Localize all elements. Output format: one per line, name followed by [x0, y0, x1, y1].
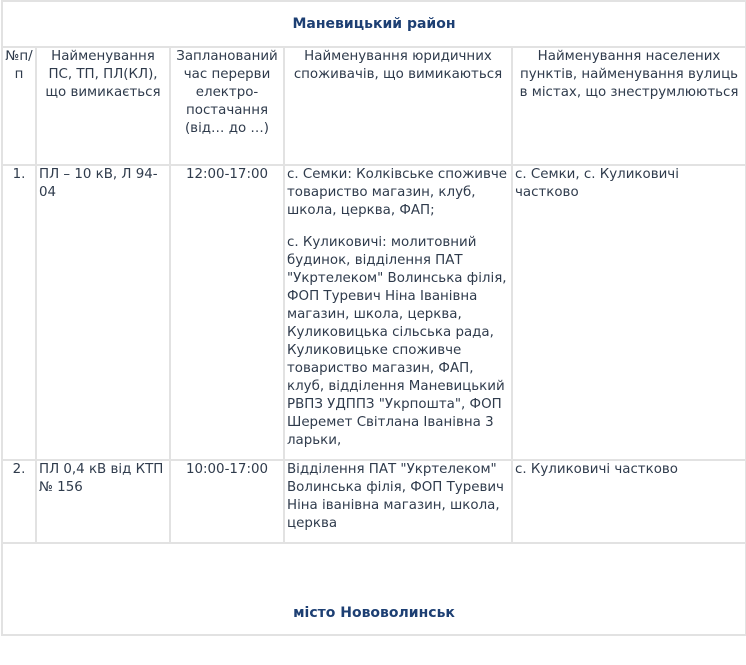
table-row — [2, 460, 746, 543]
consumers-paragraph: с. Семки: Колківське споживче товариство магазин, клуб, школа, церква, ФАП; — [287, 167, 508, 218]
header-num: №п/п — [2, 47, 36, 165]
district-title: Маневицький район — [2, 1, 746, 47]
row-number: 2. — [2, 460, 36, 543]
district-header-row — [2, 1, 746, 47]
table-row — [2, 165, 746, 460]
row-time: 12:00-17:00 — [170, 165, 284, 460]
row-settlements: с. Семки, с. Куликовичі частково — [512, 165, 746, 460]
header-consumers: Найменування юридичних споживачів, що вимикаються — [284, 47, 512, 165]
row-consumers — [284, 165, 512, 460]
consumers-paragraph: Відділення ПАТ "Укртелеком" Волинська філія, ФОП Туревич Ніна іванівна магазин, школа, церква — [287, 462, 504, 531]
power-outage-table — [1, 0, 746, 636]
header-settlements: Найменування населених пунктів, найменування вулиць в містах, що знеструмлюються — [512, 47, 746, 165]
header-line: Найменування ПС, ТП, ПЛ(КЛ), що вимикається — [36, 47, 170, 165]
city-header-row — [2, 543, 746, 635]
column-header-row — [2, 47, 746, 165]
row-consumers — [284, 460, 512, 543]
row-line: ПЛ 0,4 кВ від КТП № 156 — [36, 460, 170, 543]
consumers-paragraph: с. Куликовичі: молитовний будинок, відділення ПАТ "Укртелеком" Волинська філія, ФОП Туревич Ніна Іванівна магазин, школа, церква, Куликовицька сільська рада, Куликовицьке споживче товариство магазин, ФАП, клуб, відділення Маневицький РВПЗ УДППЗ "Укрпошта", ФОП Шеремет Світлана Іванівна 3 ларьки, — [287, 235, 507, 448]
city-title: місто Нововолинськ — [2, 543, 746, 635]
row-time: 10:00-17:00 — [170, 460, 284, 543]
row-number: 1. — [2, 165, 36, 460]
row-settlements: с. Куликовичі частково — [512, 460, 746, 543]
row-line: ПЛ – 10 кВ, Л 94-04 — [36, 165, 170, 460]
header-time: Запланований час перерви електро-постачання (від… до …) — [170, 47, 284, 165]
